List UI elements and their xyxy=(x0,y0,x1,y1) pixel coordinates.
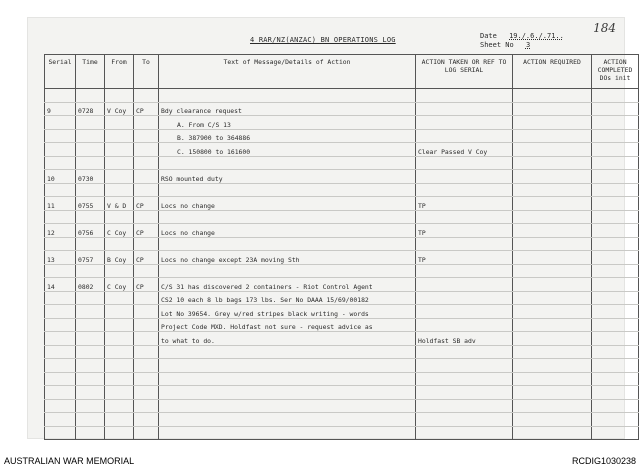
sheet-label: Sheet No xyxy=(480,41,514,49)
cell-time xyxy=(76,413,105,427)
cell-action-required xyxy=(513,156,592,170)
cell-action: TP xyxy=(416,224,513,238)
cell-action-required xyxy=(513,102,592,116)
cell-from xyxy=(105,426,134,440)
cell-from xyxy=(105,305,134,319)
cell-text xyxy=(159,264,416,278)
cell-action xyxy=(416,399,513,413)
cell-from xyxy=(105,156,134,170)
cell-action xyxy=(416,156,513,170)
cell-time: 0730 xyxy=(76,170,105,184)
cell-text: C/S 31 has discovered 2 containers - Riot Control Agent xyxy=(159,278,416,292)
cell-from xyxy=(105,264,134,278)
cell-action-completed xyxy=(592,197,639,211)
cell-text xyxy=(159,413,416,427)
table-row xyxy=(45,413,639,427)
cell-time xyxy=(76,237,105,251)
cell-time: 0755 xyxy=(76,197,105,211)
sheet-value: 3 xyxy=(525,41,531,49)
table-row xyxy=(45,318,639,332)
table-row xyxy=(45,156,639,170)
cell-action-completed xyxy=(592,264,639,278)
cell-action-required xyxy=(513,183,592,197)
table-row xyxy=(45,224,639,238)
footer-reference: RCDIG1030238 xyxy=(571,456,636,466)
sheet-number-field xyxy=(480,41,530,49)
cell-from: C Coy xyxy=(105,278,134,292)
cell-action-completed xyxy=(592,426,639,440)
cell-action-completed xyxy=(592,224,639,238)
cell-to xyxy=(134,318,159,332)
cell-text: A. From C/S 13 xyxy=(159,116,416,130)
table-row xyxy=(45,102,639,116)
table-row xyxy=(45,129,639,143)
cell-action xyxy=(416,372,513,386)
cell-to xyxy=(134,116,159,130)
cell-action-completed xyxy=(592,251,639,265)
cell-to xyxy=(134,426,159,440)
date-label: Date xyxy=(480,32,497,40)
cell-to: CP xyxy=(134,197,159,211)
cell-action-completed xyxy=(592,305,639,319)
log-title: 4 RAR/NZ(ANZAC) BN OPERATIONS LOG xyxy=(250,36,396,44)
cell-from xyxy=(105,345,134,359)
operations-log-table xyxy=(44,54,639,440)
cell-serial xyxy=(45,332,76,346)
cell-to: CP xyxy=(134,102,159,116)
cell-from xyxy=(105,399,134,413)
cell-action xyxy=(416,386,513,400)
header-to: To xyxy=(134,55,159,89)
table-row xyxy=(45,116,639,130)
cell-from xyxy=(105,116,134,130)
cell-action xyxy=(416,183,513,197)
cell-to xyxy=(134,399,159,413)
cell-action xyxy=(416,278,513,292)
cell-action-completed xyxy=(592,345,639,359)
header-action-taken: ACTION TAKEN OR REF TO LOG SERIAL xyxy=(416,55,513,89)
cell-text xyxy=(159,89,416,103)
cell-serial xyxy=(45,372,76,386)
table-row xyxy=(45,237,639,251)
cell-serial xyxy=(45,210,76,224)
cell-to xyxy=(134,359,159,373)
footer-source: AUSTRALIAN WAR MEMORIAL xyxy=(4,456,135,466)
cell-to xyxy=(134,386,159,400)
cell-action: Holdfast SB adv xyxy=(416,332,513,346)
cell-action-required xyxy=(513,372,592,386)
cell-action-completed xyxy=(592,102,639,116)
cell-text xyxy=(159,156,416,170)
table-row xyxy=(45,345,639,359)
cell-action-completed xyxy=(592,156,639,170)
cell-text: to what to do. xyxy=(159,332,416,346)
cell-action-required xyxy=(513,291,592,305)
cell-action xyxy=(416,318,513,332)
cell-text: Bdy clearance request xyxy=(159,102,416,116)
cell-serial xyxy=(45,183,76,197)
cell-text xyxy=(159,426,416,440)
cell-to: CP xyxy=(134,278,159,292)
cell-action-required xyxy=(513,426,592,440)
cell-text xyxy=(159,359,416,373)
cell-to xyxy=(134,129,159,143)
cell-to xyxy=(134,413,159,427)
cell-to xyxy=(134,183,159,197)
cell-from xyxy=(105,129,134,143)
cell-text xyxy=(159,386,416,400)
cell-action xyxy=(416,129,513,143)
cell-action-required xyxy=(513,332,592,346)
cell-text xyxy=(159,237,416,251)
table-row xyxy=(45,197,639,211)
cell-serial xyxy=(45,318,76,332)
cell-text xyxy=(159,399,416,413)
cell-serial xyxy=(45,426,76,440)
cell-action-required xyxy=(513,305,592,319)
cell-serial xyxy=(45,413,76,427)
cell-action xyxy=(416,237,513,251)
cell-time xyxy=(76,399,105,413)
cell-text xyxy=(159,372,416,386)
cell-action xyxy=(416,426,513,440)
cell-action-required xyxy=(513,386,592,400)
table-row xyxy=(45,399,639,413)
cell-text: CS2 10 each 8 lb bags 173 lbs. Ser No DAAA 15/69/00182 xyxy=(159,291,416,305)
cell-serial: 9 xyxy=(45,102,76,116)
cell-serial xyxy=(45,386,76,400)
cell-action-completed xyxy=(592,386,639,400)
cell-action-completed xyxy=(592,183,639,197)
cell-action-completed xyxy=(592,372,639,386)
cell-action-required xyxy=(513,399,592,413)
cell-action xyxy=(416,89,513,103)
cell-to xyxy=(134,170,159,184)
cell-text xyxy=(159,210,416,224)
table-row xyxy=(45,359,639,373)
cell-action xyxy=(416,264,513,278)
cell-from: B Coy xyxy=(105,251,134,265)
cell-time: 0802 xyxy=(76,278,105,292)
table-row xyxy=(45,251,639,265)
table-row xyxy=(45,332,639,346)
cell-from xyxy=(105,89,134,103)
cell-action-required xyxy=(513,264,592,278)
cell-serial xyxy=(45,291,76,305)
cell-action xyxy=(416,210,513,224)
cell-action-completed xyxy=(592,278,639,292)
cell-from: C Coy xyxy=(105,224,134,238)
cell-action xyxy=(416,305,513,319)
cell-text xyxy=(159,183,416,197)
cell-from xyxy=(105,183,134,197)
cell-action-required xyxy=(513,197,592,211)
cell-action xyxy=(416,116,513,130)
table-row xyxy=(45,305,639,319)
cell-text: Locs no change except 23A moving Sth xyxy=(159,251,416,265)
table-row xyxy=(45,264,639,278)
header-text: Text of Message/Details of Action xyxy=(159,55,416,89)
cell-action-required xyxy=(513,413,592,427)
cell-action-completed xyxy=(592,129,639,143)
cell-time xyxy=(76,89,105,103)
cell-time xyxy=(76,143,105,157)
cell-serial xyxy=(45,359,76,373)
cell-action: Clear Passed V Coy xyxy=(416,143,513,157)
cell-to xyxy=(134,332,159,346)
table-row xyxy=(45,170,639,184)
cell-time xyxy=(76,332,105,346)
cell-serial xyxy=(45,237,76,251)
cell-action-required xyxy=(513,210,592,224)
cell-action-completed xyxy=(592,318,639,332)
table-row xyxy=(45,386,639,400)
cell-from xyxy=(105,359,134,373)
cell-from xyxy=(105,386,134,400)
cell-from xyxy=(105,291,134,305)
cell-time xyxy=(76,386,105,400)
cell-time xyxy=(76,291,105,305)
table-row xyxy=(45,278,639,292)
cell-to xyxy=(134,210,159,224)
cell-action xyxy=(416,102,513,116)
cell-action-required xyxy=(513,345,592,359)
cell-action-required xyxy=(513,224,592,238)
cell-to xyxy=(134,237,159,251)
cell-action-required xyxy=(513,251,592,265)
cell-text xyxy=(159,345,416,359)
cell-time xyxy=(76,264,105,278)
cell-time xyxy=(76,305,105,319)
header-row xyxy=(45,55,639,89)
cell-from xyxy=(105,413,134,427)
cell-time: 0728 xyxy=(76,102,105,116)
cell-action-completed xyxy=(592,143,639,157)
cell-action-required xyxy=(513,278,592,292)
cell-action-completed xyxy=(592,237,639,251)
cell-to xyxy=(134,305,159,319)
cell-to xyxy=(134,89,159,103)
table-row xyxy=(45,291,639,305)
cell-action xyxy=(416,291,513,305)
header-action-required: ACTION REQUIRED xyxy=(513,55,592,89)
cell-serial xyxy=(45,264,76,278)
cell-text: C. 150800 to 161600 xyxy=(159,143,416,157)
cell-to xyxy=(134,372,159,386)
cell-action-completed xyxy=(592,291,639,305)
cell-action-required xyxy=(513,359,592,373)
cell-action-completed xyxy=(592,116,639,130)
cell-to xyxy=(134,345,159,359)
cell-to xyxy=(134,143,159,157)
cell-action-completed xyxy=(592,89,639,103)
table-row xyxy=(45,426,639,440)
table-row xyxy=(45,89,639,103)
cell-time xyxy=(76,129,105,143)
cell-time xyxy=(76,372,105,386)
cell-action-completed xyxy=(592,210,639,224)
cell-serial xyxy=(45,156,76,170)
cell-to xyxy=(134,156,159,170)
log-sheet xyxy=(28,18,633,438)
cell-from xyxy=(105,143,134,157)
cell-serial: 13 xyxy=(45,251,76,265)
cell-action-completed xyxy=(592,170,639,184)
cell-text: Project Code MXD. Holdfast not sure - request advice as xyxy=(159,318,416,332)
cell-from xyxy=(105,318,134,332)
header-from: From xyxy=(105,55,134,89)
cell-from: V Coy xyxy=(105,102,134,116)
cell-from xyxy=(105,210,134,224)
cell-time xyxy=(76,116,105,130)
table-row xyxy=(45,183,639,197)
cell-serial xyxy=(45,345,76,359)
cell-time xyxy=(76,156,105,170)
table-row xyxy=(45,372,639,386)
cell-action: TP xyxy=(416,251,513,265)
cell-action-completed xyxy=(592,359,639,373)
cell-time xyxy=(76,183,105,197)
cell-serial: 10 xyxy=(45,170,76,184)
header-serial: Serial xyxy=(45,55,76,89)
cell-action-required xyxy=(513,170,592,184)
cell-to: CP xyxy=(134,224,159,238)
cell-action xyxy=(416,359,513,373)
cell-from xyxy=(105,237,134,251)
cell-text: Lot No 39654. Grey w/red stripes black writing - words xyxy=(159,305,416,319)
cell-action xyxy=(416,170,513,184)
cell-time xyxy=(76,345,105,359)
cell-action-completed xyxy=(592,332,639,346)
cell-from xyxy=(105,170,134,184)
cell-text: RSO mounted duty xyxy=(159,170,416,184)
cell-serial xyxy=(45,305,76,319)
cell-action-completed xyxy=(592,413,639,427)
cell-to xyxy=(134,291,159,305)
cell-action-required xyxy=(513,89,592,103)
header-time: Time xyxy=(76,55,105,89)
table-row xyxy=(45,143,639,157)
cell-from xyxy=(105,332,134,346)
cell-serial xyxy=(45,399,76,413)
table-row xyxy=(45,210,639,224)
cell-to: CP xyxy=(134,251,159,265)
date-field xyxy=(480,32,564,40)
cell-text: Locs no change xyxy=(159,197,416,211)
cell-to xyxy=(134,264,159,278)
cell-time xyxy=(76,426,105,440)
cell-serial: 11 xyxy=(45,197,76,211)
cell-serial xyxy=(45,116,76,130)
cell-action-required xyxy=(513,237,592,251)
cell-action xyxy=(416,413,513,427)
cell-serial xyxy=(45,129,76,143)
cell-action: TP xyxy=(416,197,513,211)
cell-time xyxy=(76,359,105,373)
header-action-completed: ACTION COMPLETED DOs init xyxy=(592,55,639,89)
cell-action-completed xyxy=(592,399,639,413)
cell-action xyxy=(416,345,513,359)
cell-serial xyxy=(45,143,76,157)
cell-serial: 14 xyxy=(45,278,76,292)
cell-action-required xyxy=(513,116,592,130)
date-value: 19./.6./.71.. xyxy=(509,32,564,40)
cell-from xyxy=(105,372,134,386)
cell-time xyxy=(76,210,105,224)
cell-action-required xyxy=(513,143,592,157)
cell-time xyxy=(76,318,105,332)
cell-action-required xyxy=(513,129,592,143)
cell-action-required xyxy=(513,318,592,332)
cell-text: B. 387900 to 364886 xyxy=(159,129,416,143)
cell-from: V & D xyxy=(105,197,134,211)
cell-serial: 12 xyxy=(45,224,76,238)
cell-text: Locs no change xyxy=(159,224,416,238)
log-body xyxy=(45,89,639,440)
cell-time: 0756 xyxy=(76,224,105,238)
cell-time: 0757 xyxy=(76,251,105,265)
cell-serial xyxy=(45,89,76,103)
page-number: 184 xyxy=(593,21,616,35)
